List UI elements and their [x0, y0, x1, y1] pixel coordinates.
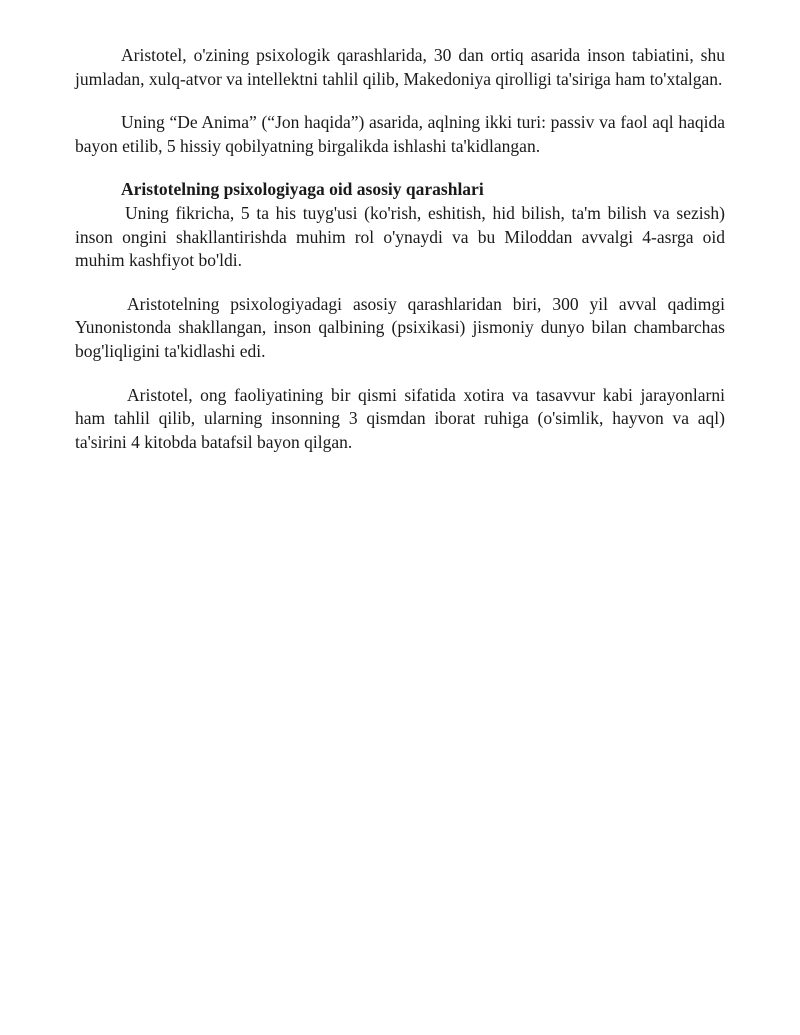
- paragraph-intro: Aristotel, o'zining psixologik qarashlarida, 30 dan ortiq asarida inson tabiatini, shu jumladan, xulq-atvor va intellektni tahlil qilib, Makedoniya qirolligi ta'siriga ham to'xtalgan.: [75, 45, 725, 89]
- document-page: [75, 44, 725, 474]
- paragraph-de-anima: Uning “De Anima” (“Jon haqida”) asarida, aqlning ikki turi: passiv va faol aql haqida bayon etilib, 5 hissiy qobilyatning birgalikda ishlashi ta'kidlangan.: [75, 112, 725, 156]
- section-heading: Aristotelning psixologiyaga oid asosiy qarashlari: [121, 179, 484, 200]
- paragraph-soul-body: Aristotelning psixologiyadagi asosiy qarashlaridan biri, 300 yil avval qadimgi Yunonistonda shakllangan, inson qalbining (psixikasi) jismoniy dunyo bilan chambarchas bog'liqligini ta'kidlashi edi.: [75, 293, 725, 361]
- paragraph-senses: Uning fikricha, 5 ta his tuyg'usi (ko'rish, eshitish, hid bilish, ta'm bilish va sezish) inson ongini shakllantirishda muhim rol o'ynaydi va bu Miloddan avvalgi 4-asrga oid muhim kashfiyot bo'ldi.: [75, 202, 725, 271]
- paragraph-memory-imagination: Aristotel, ong faoliyatining bir qismi sifatida xotira va tasavvur kabi jarayonlarni ham tahlil qilib, ularning insonning 3 qismdan iborat ruhiga (o'simlik, hayvon va aql) ta'sirini 4 kitobda batafsil bayon qilgan.: [75, 384, 725, 452]
